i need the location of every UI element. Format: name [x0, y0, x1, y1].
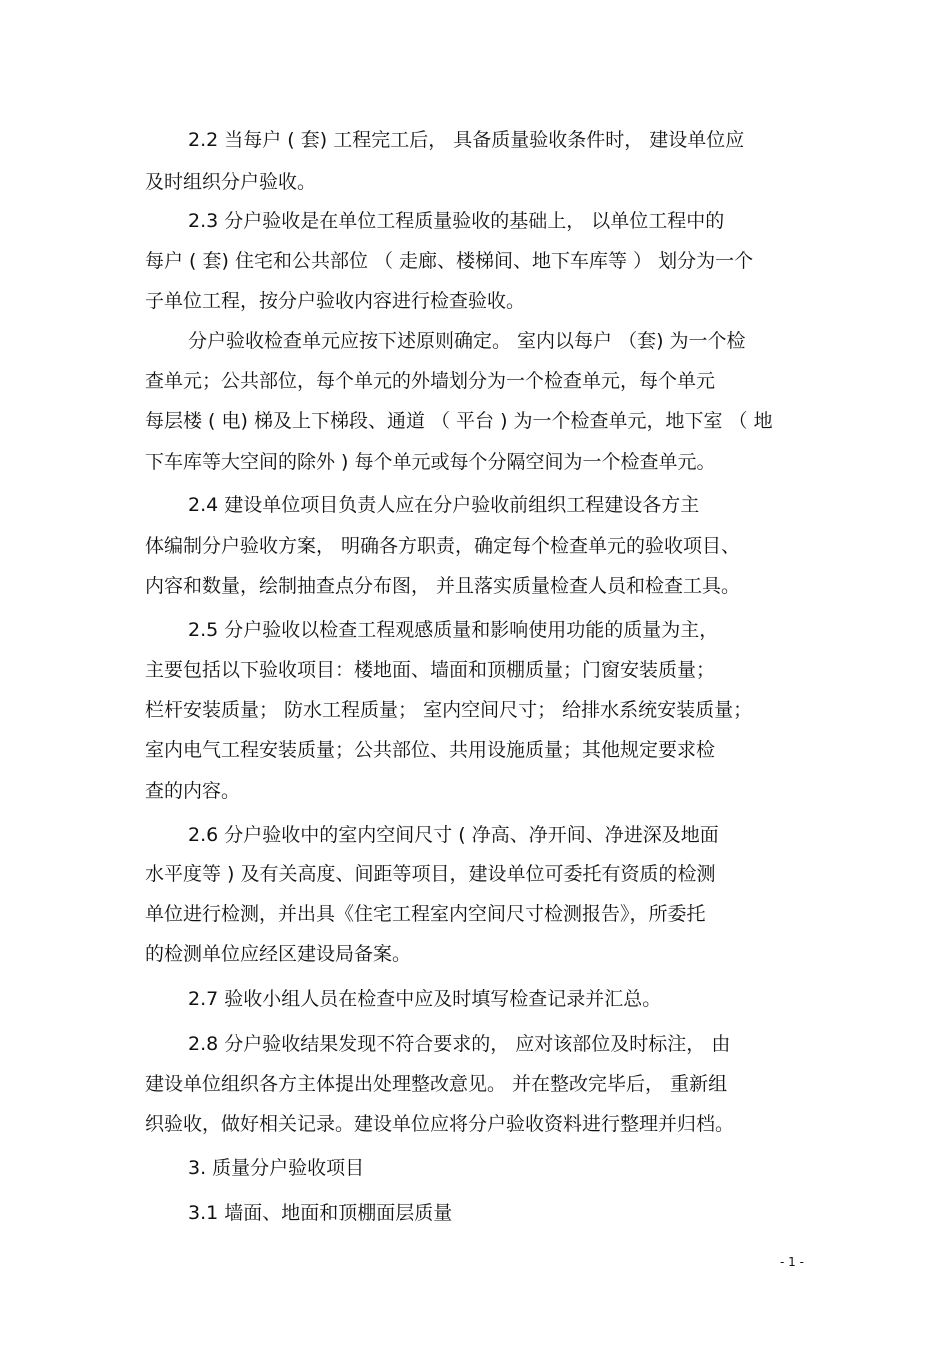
- text-line: 子单位工程，按分户验收内容进行检查验收。: [145, 290, 526, 312]
- subsection-heading: 3.1 墙面、地面和顶棚面层质量: [188, 1202, 453, 1224]
- text-line: 水平度等 ) 及有关高度、间距等项目，建设单位可委托有资质的检测: [145, 863, 716, 885]
- text-line: 单位进行检测，并出具《住宅工程室内空间尺寸检测报告》，所委托: [145, 903, 706, 925]
- text-line: 2.8 分户验收结果发现不符合要求的， 应对该部位及时标注， 由: [188, 1033, 731, 1055]
- text-line: 下车库等大空间的除外 ) 每个单元或每个分隔空间为一个检查单元。: [145, 451, 716, 473]
- text-line: 内容和数量，绘制抽查点分布图， 并且落实质量检查人员和检查工具。: [145, 575, 741, 597]
- text-line: 栏杆安装质量； 防水工程质量； 室内空间尺寸； 给排水系统安装质量；: [145, 699, 753, 721]
- text-line: 分户验收检查单元应按下述原则确定。 室内以每户 （套) 为一个检: [188, 330, 746, 352]
- page-number: - 1 -: [780, 1255, 804, 1269]
- text-line: 建设单位组织各方主体提出处理整改意见。 并在整改完毕后， 重新组: [145, 1073, 728, 1095]
- text-line: 织验收，做好相关记录。建设单位应将分户验收资料进行整理并归档。: [145, 1113, 735, 1135]
- text-line: 2.5 分户验收以检查工程观感质量和影响使用功能的质量为主，: [188, 619, 719, 641]
- text-line: 查单元；公共部位，每个单元的外墙划分为一个检查单元，每个单元: [145, 370, 716, 392]
- text-line: 2.3 分户验收是在单位工程质量验收的基础上， 以单位工程中的: [188, 210, 725, 232]
- text-line: 体编制分户验收方案， 明确各方职责，确定每个检查单元的验收项目、: [145, 535, 741, 557]
- section-heading: 3. 质量分户验收项目: [188, 1157, 365, 1179]
- text-line: 的检测单位应经区建设局备案。: [145, 943, 412, 965]
- text-line: 每层楼 ( 电) 梯及上下梯段、通道 （ 平台 ) 为一个检查单元，地下室 （ 地: [145, 410, 773, 432]
- text-line: 2.6 分户验收中的室内空间尺寸 ( 净高、净开间、净进深及地面: [188, 824, 719, 846]
- text-line: 及时组织分户验收。: [145, 171, 317, 193]
- text-line: 每户 ( 套) 住宅和公共部位 （ 走廊、楼梯间、地下车库等 ） 划分为一个: [145, 250, 754, 272]
- text-line: 查的内容。: [145, 780, 241, 802]
- text-line: 主要包括以下验收项目：楼地面、墙面和顶棚质量；门窗安装质量；: [145, 659, 716, 681]
- text-line: 2.2 当每户 ( 套) 工程完工后， 具备质量验收条件时， 建设单位应: [188, 129, 745, 151]
- text-line: 2.7 验收小组人员在检查中应及时填写检查记录并汇总。: [188, 988, 662, 1010]
- text-line: 2.4 建设单位项目负责人应在分户验收前组织工程建设各方主: [188, 494, 700, 516]
- text-line: 室内电气工程安装质量；公共部位、共用设施质量；其他规定要求检: [145, 739, 716, 761]
